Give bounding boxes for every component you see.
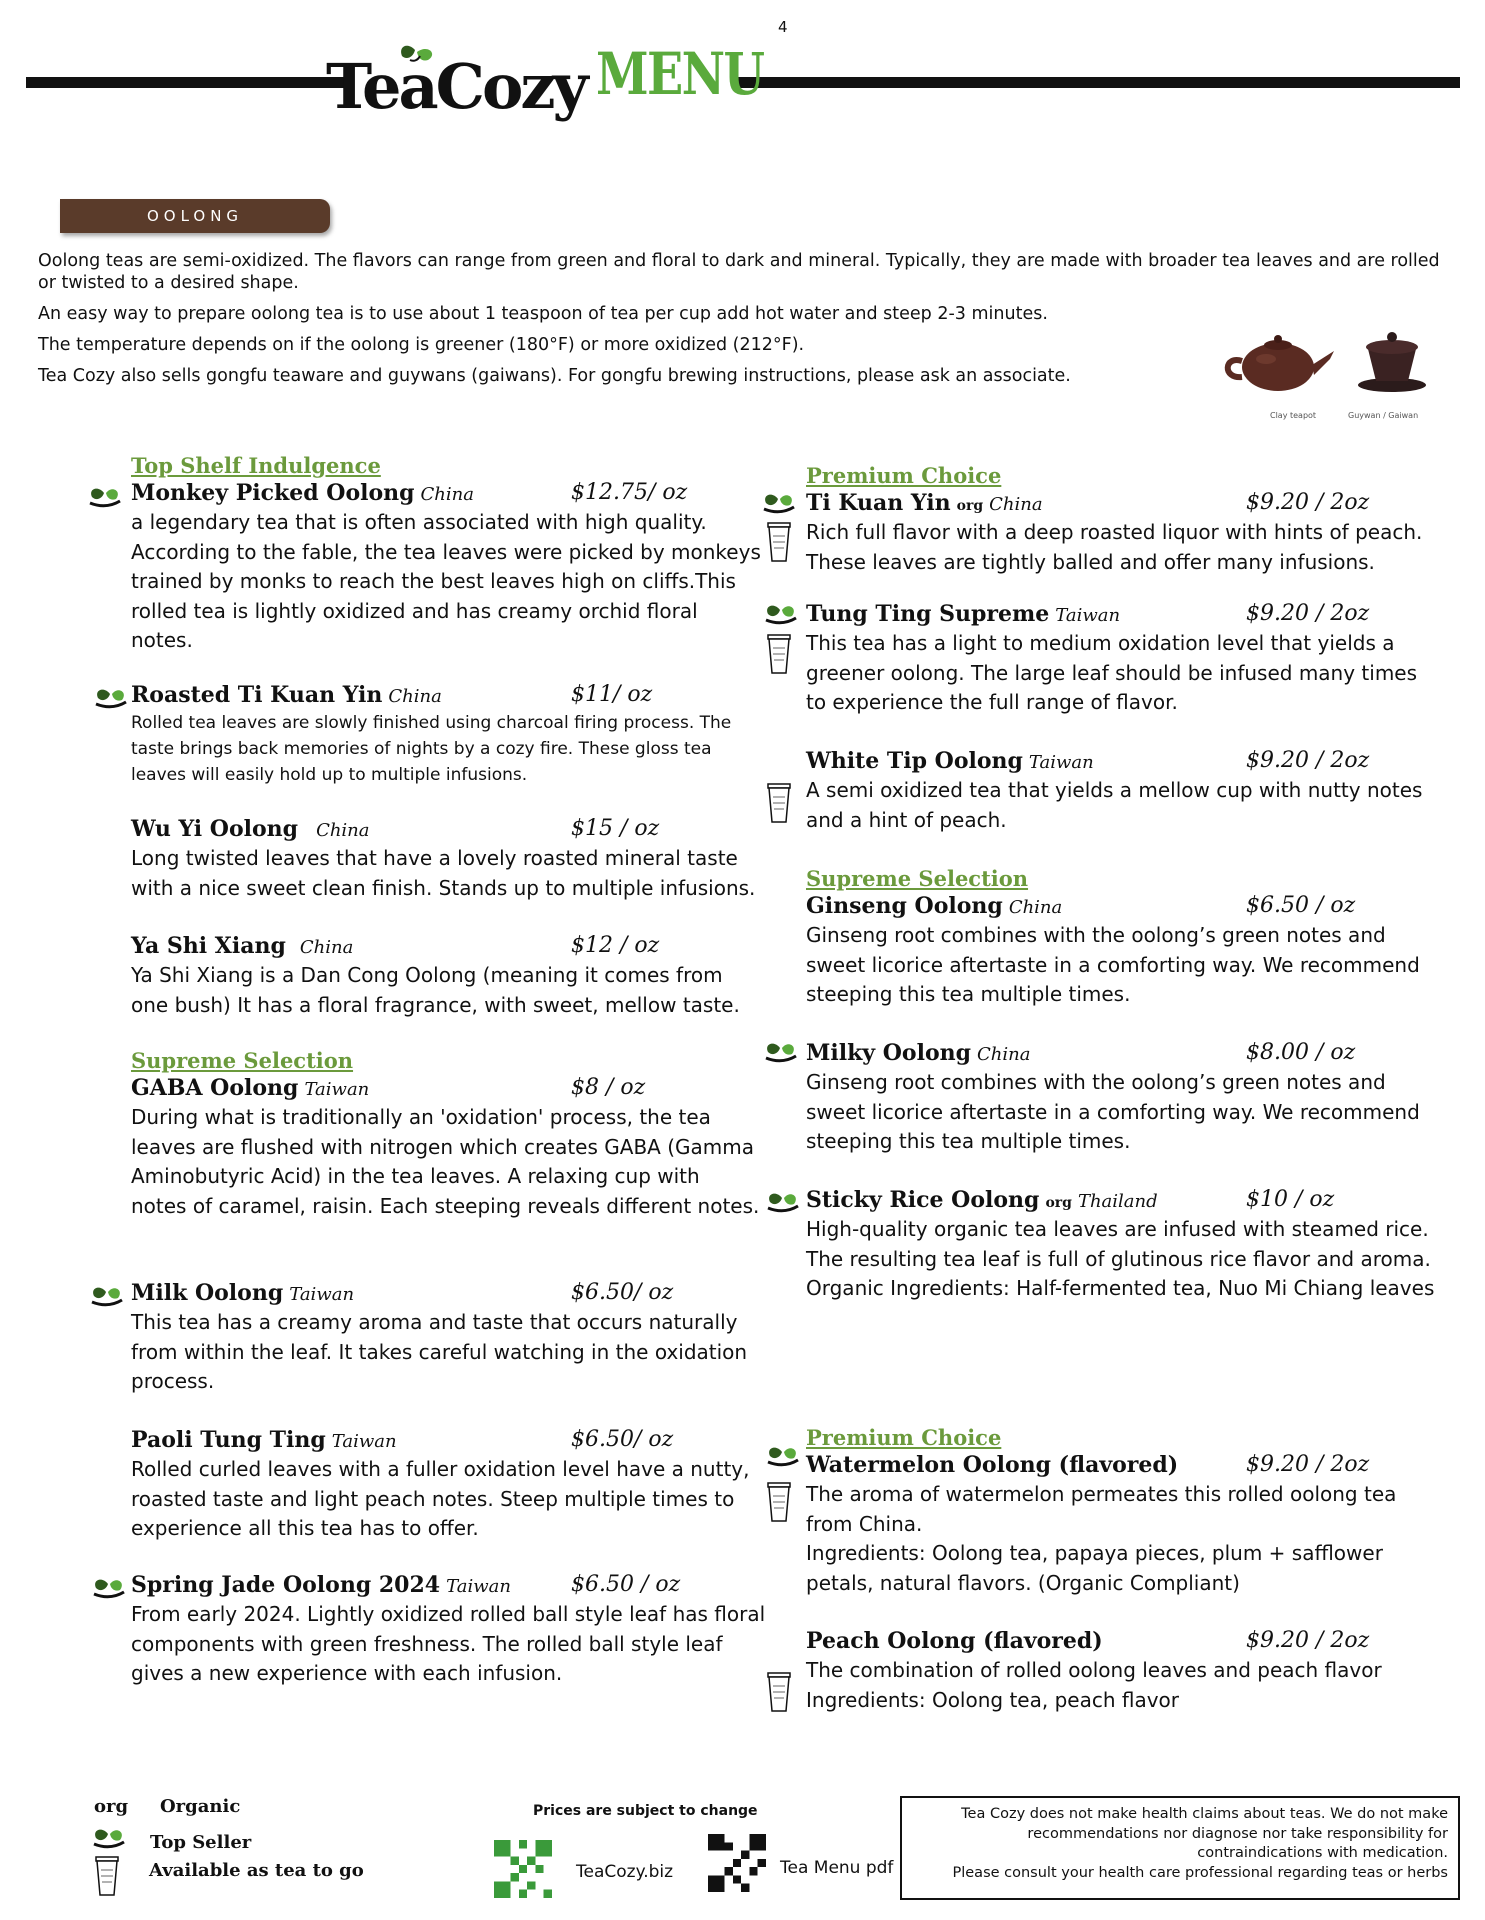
top-seller-leaf-icon bbox=[760, 602, 800, 630]
disclaimer-line: recommendations nor diagnose nor take responsibility for bbox=[1027, 1825, 1448, 1842]
top-seller-leaf-icon bbox=[762, 1444, 802, 1472]
item-origin: China bbox=[1008, 897, 1063, 918]
to-go-cup-icon bbox=[766, 783, 792, 823]
menu-item-paoli-tung-ting bbox=[131, 1427, 771, 1544]
legend-to-go-cup-icon bbox=[94, 1856, 120, 1896]
top-seller-leaf-icon bbox=[762, 1190, 802, 1218]
menu-item-ti-kuan-yin bbox=[806, 490, 1446, 577]
organic-tag: org bbox=[1045, 1195, 1072, 1211]
item-origin: Taiwan bbox=[304, 1079, 370, 1100]
top-seller-leaf-icon bbox=[84, 485, 124, 513]
top-seller-leaf-icon bbox=[758, 491, 798, 519]
legend-org-label: Organic bbox=[160, 1796, 241, 1817]
website-qr-code-icon[interactable] bbox=[494, 1840, 552, 1898]
menu-item-white-tip-oolong bbox=[806, 748, 1446, 835]
group-premium-choice-flavored: Premium Choice bbox=[806, 1425, 1002, 1450]
logo-text: TeaCozy bbox=[326, 50, 586, 123]
menu-item-ginseng-oolong bbox=[806, 893, 1446, 1010]
item-origin: China bbox=[316, 820, 370, 841]
menu-pdf-link[interactable]: Tea Menu pdf bbox=[780, 1858, 894, 1878]
legend bbox=[94, 1796, 394, 1906]
item-origin: Taiwan bbox=[289, 1284, 355, 1305]
item-price: $6.50/ oz bbox=[571, 1427, 674, 1452]
menu-item-watermelon-oolong bbox=[806, 1452, 1446, 1598]
group-premium-choice: Premium Choice bbox=[806, 463, 1002, 488]
item-price: $10 / oz bbox=[1246, 1187, 1335, 1212]
group-top-shelf-indulgence: Top Shelf Indulgence bbox=[131, 453, 381, 478]
gaiwan-caption: Guywan / Gaiwan bbox=[1348, 411, 1419, 420]
menu-item-roasted-ti-kuan-yin bbox=[131, 682, 771, 788]
top-seller-leaf-icon bbox=[88, 1576, 128, 1604]
menu-item-tung-ting-supreme bbox=[806, 601, 1446, 718]
legend-org-key: org bbox=[94, 1796, 129, 1817]
item-description: The combination of rolled oolong leaves and peach flavor bbox=[806, 1658, 1382, 1682]
menu-item-milky-oolong bbox=[806, 1040, 1446, 1157]
item-description: This tea has a light to medium oxidation level that yields a greener oolong. The large leaf should be infused many times to experience the full range of flavor. bbox=[806, 631, 1418, 714]
group-supreme-selection-left: Supreme Selection bbox=[131, 1048, 354, 1073]
top-seller-leaf-icon bbox=[760, 1040, 800, 1068]
item-origin: Taiwan bbox=[1028, 752, 1094, 773]
item-origin: Taiwan bbox=[331, 1431, 397, 1452]
organic-tag: org bbox=[956, 498, 984, 514]
item-origin: China bbox=[420, 484, 474, 505]
item-name: Milky Oolong bbox=[806, 1040, 971, 1066]
menu-item-milk-oolong bbox=[131, 1280, 771, 1397]
teapot-caption: Clay teapot bbox=[1270, 411, 1317, 420]
item-name: White Tip Oolong bbox=[806, 748, 1023, 774]
item-name: Spring Jade Oolong 2024 bbox=[131, 1572, 441, 1598]
clay-teapot-image bbox=[1218, 325, 1338, 420]
item-description: High-quality organic tea leaves are infused with steamed rice. The resulting tea leaf is full of glutinous rice flavor and aroma. Organic Ingredients: Half-fermented tea, Nuo Mi Chiang leaves bbox=[806, 1217, 1435, 1300]
item-price: $8 / oz bbox=[571, 1075, 646, 1100]
item-origin: Taiwan bbox=[446, 1576, 511, 1597]
item-description: Rich full flavor with a deep roasted liquor with hints of peach. These leaves are tightly balled and offer many infusions. bbox=[806, 520, 1423, 574]
to-go-cup-icon bbox=[766, 1482, 792, 1522]
item-price: $9.20 / 2oz bbox=[1246, 1452, 1370, 1477]
item-name: Ya Shi Xiang bbox=[131, 933, 286, 959]
item-origin: Taiwan bbox=[1055, 605, 1121, 626]
item-price: $11/ oz bbox=[571, 682, 653, 707]
item-price: $9.20 / 2oz bbox=[1246, 748, 1370, 773]
item-description: Ya Shi Xiang is a Dan Cong Oolong (meaning it comes from one bush) It has a floral fragrance, with sweet, mellow taste. bbox=[131, 963, 740, 1017]
item-name: Ti Kuan Yin bbox=[806, 490, 951, 516]
item-price: $12 / oz bbox=[571, 933, 660, 958]
item-price: $8.00 / oz bbox=[1246, 1040, 1356, 1065]
item-price: $12.75/ oz bbox=[571, 480, 688, 505]
disclaimer-line: Tea Cozy does not make health claims about teas. We do not make bbox=[961, 1806, 1448, 1822]
item-description: a legendary tea that is often associated with high quality. According to the fable, the tea leaves were picked by monkeys trained by monks to reach the best leaves high on cliffs.This rolled tea is lightly oxidized and has creamy orchid floral notes. bbox=[131, 510, 761, 652]
item-description: A semi oxidized tea that yields a mellow cup with nutty notes and a hint of peach. bbox=[806, 778, 1423, 832]
item-description: During what is traditionally an 'oxidation' process, the tea leaves are flushed with nitrogen which creates GABA (Gamma Aminobutyric Acid) in the tea leaves. A relaxing cup with notes of caramel, raisin. Each steeping reveals different notes. bbox=[131, 1105, 760, 1218]
item-price: $6.50/ oz bbox=[571, 1280, 674, 1305]
item-description: Ginseng root combines with the oolong’s green notes and sweet licorice aftertaste in a comforting way. We recommend steeping this tea multiple times. bbox=[806, 923, 1420, 1006]
item-description: This tea has a creamy aroma and taste that occurs naturally from within the leaf. It takes careful watching in the oxidation process. bbox=[131, 1310, 748, 1393]
item-name: Ginseng Oolong bbox=[806, 893, 1003, 919]
item-name: Paoli Tung Ting bbox=[131, 1427, 326, 1453]
header-rule-right bbox=[733, 77, 1460, 88]
intro-paragraph: An easy way to prepare oolong tea is to use about 1 teaspoon of tea per cup add hot water and steep 2-3 minutes. bbox=[38, 304, 1048, 324]
intro-paragraph: The temperature depends on if the oolong is greener (180°F) or more oxidized (212°F). bbox=[38, 335, 805, 355]
item-price: $6.50 / oz bbox=[571, 1572, 681, 1597]
item-price: $9.20 / 2oz bbox=[1246, 601, 1370, 626]
item-ingredients: Ingredients: Oolong tea, papaya pieces, plum + safflower petals, natural flavors. (Organic Compliant) bbox=[806, 1541, 1383, 1595]
item-description: Rolled curled leaves with a fuller oxidation level have a nutty, roasted taste and light peach notes. Steep multiple times to experience all this tea has to offer. bbox=[131, 1457, 750, 1540]
item-name: Roasted Ti Kuan Yin bbox=[131, 682, 383, 708]
item-price: $6.50 / oz bbox=[1246, 893, 1356, 918]
price-note: Prices are subject to change bbox=[533, 1803, 758, 1819]
item-origin: China bbox=[989, 494, 1043, 515]
item-price: $15 / oz bbox=[571, 816, 660, 841]
item-name: Wu Yi Oolong bbox=[131, 816, 299, 842]
item-name: Sticky Rice Oolong bbox=[806, 1187, 1040, 1213]
to-go-cup-icon bbox=[766, 634, 792, 674]
top-seller-leaf-icon bbox=[86, 1284, 126, 1312]
intro-paragraph: Oolong teas are semi-oxidized. The flavors can range from green and floral to dark and mineral. Typically, they are made with broader tea leaves and are rolled or twisted to a desired shape. bbox=[38, 251, 1440, 293]
item-name: Milk Oolong bbox=[131, 1280, 284, 1306]
item-description: Ginseng root combines with the oolong’s green notes and sweet licorice aftertaste in a comforting way. We recommend steeping this tea multiple times. bbox=[806, 1070, 1420, 1153]
item-origin: China bbox=[299, 937, 354, 958]
item-price: $9.20 / 2oz bbox=[1246, 1628, 1370, 1653]
website-link[interactable]: TeaCozy.biz bbox=[576, 1862, 674, 1882]
item-price: $9.20 / 2oz bbox=[1246, 490, 1370, 515]
menu-item-spring-jade-oolong bbox=[131, 1572, 771, 1689]
menu-title: MENU bbox=[596, 40, 764, 108]
disclaimer-line: Please consult your health care professional regarding teas or herbs bbox=[952, 1864, 1448, 1881]
gaiwan-icon bbox=[1352, 325, 1432, 395]
item-name: GABA Oolong bbox=[131, 1075, 299, 1101]
legend-to-go: Available as tea to go bbox=[149, 1860, 364, 1881]
item-name: Watermelon Oolong (flavored) bbox=[806, 1452, 1179, 1478]
menu-item-sticky-rice-oolong bbox=[806, 1187, 1446, 1304]
item-description: From early 2024. Lightly oxidized rolled ball style leaf has floral components with green freshness. The rolled ball style leaf gives a new experience with each infusion. bbox=[131, 1602, 766, 1685]
item-description: Rolled tea leaves are slowly finished using charcoal firing process. The taste brings back memories of nights by a cozy fire. These gloss tea leaves will easily hold up to multiple infusions. bbox=[131, 713, 732, 785]
item-origin: China bbox=[388, 686, 442, 707]
disclaimer-line: contraindications with medication. bbox=[1197, 1845, 1448, 1861]
menu-pdf-qr-code-icon[interactable] bbox=[708, 1834, 766, 1892]
tea-cozy-logo bbox=[320, 40, 590, 126]
item-name: Peach Oolong (flavored) bbox=[806, 1628, 1103, 1654]
to-go-cup-icon bbox=[766, 1672, 792, 1712]
legend-top-seller: Top Seller bbox=[150, 1832, 252, 1853]
item-origin: China bbox=[977, 1044, 1031, 1065]
header-rule-left bbox=[26, 77, 344, 88]
menu-item-monkey-picked-oolong bbox=[131, 480, 771, 656]
health-disclaimer bbox=[900, 1796, 1460, 1900]
page-number: 4 bbox=[778, 18, 788, 36]
menu-item-peach-oolong bbox=[806, 1628, 1446, 1715]
item-origin: Thailand bbox=[1077, 1191, 1158, 1212]
intro-paragraph: Tea Cozy also sells gongfu teaware and guywans (gaiwans). For gongfu brewing instructions, please ask an associate. bbox=[38, 366, 1071, 386]
item-description: The aroma of watermelon permeates this rolled oolong tea from China. bbox=[806, 1482, 1397, 1536]
legend-top-seller-leaf-icon bbox=[88, 1826, 128, 1854]
item-name: Tung Ting Supreme bbox=[806, 601, 1050, 627]
top-seller-leaf-icon bbox=[90, 686, 130, 714]
menu-item-gaba-oolong bbox=[131, 1075, 771, 1221]
menu-item-ya-shi-xiang bbox=[131, 933, 771, 1020]
menu-item-wu-yi-oolong bbox=[131, 816, 771, 903]
item-description: Long twisted leaves that have a lovely roasted mineral taste with a nice sweet clean finish. Stands up to multiple infusions. bbox=[131, 846, 756, 900]
group-supreme-selection-right: Supreme Selection bbox=[806, 866, 1029, 891]
teapot-icon bbox=[1218, 325, 1338, 395]
item-name: Monkey Picked Oolong bbox=[131, 480, 415, 506]
section-tab-oolong: OOLONG bbox=[60, 199, 330, 233]
to-go-cup-icon bbox=[766, 522, 792, 562]
item-ingredients: Ingredients: Oolong tea, peach flavor bbox=[806, 1687, 1179, 1712]
gaiwan-image bbox=[1348, 325, 1432, 420]
